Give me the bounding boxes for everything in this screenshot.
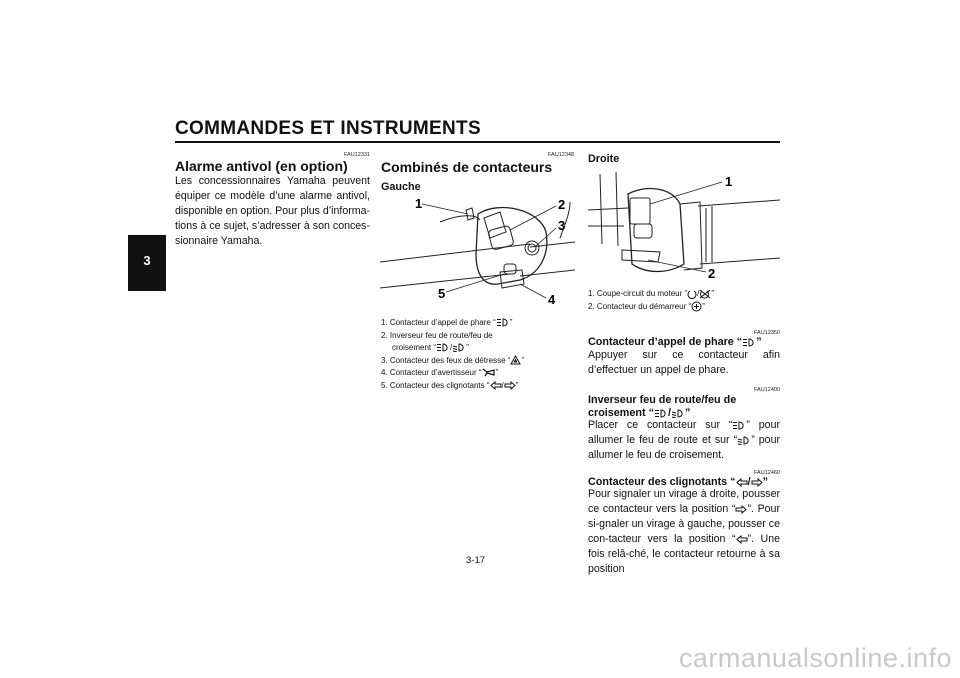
chapter-number: 3 [143, 253, 151, 268]
subtitle-right: Droite [588, 153, 620, 165]
chapter-side-tab [128, 235, 166, 291]
page-number: 3-17 [466, 555, 486, 566]
caption-4: 4. Contacteur d’avertisseur “ ” [381, 368, 499, 377]
section-code: FAU12331 [344, 152, 370, 158]
section-title-turn: Contacteur des clignotants “ / ” [588, 476, 768, 488]
headlight-low-icon [452, 343, 466, 352]
section-code: FAU12350 [754, 330, 780, 336]
callout-5: 5 [438, 286, 446, 301]
callout-4: 4 [548, 292, 556, 307]
section-title-flasher: Contacteur d’appel de phare “ ” [588, 336, 762, 348]
callout-3: 3 [558, 218, 566, 233]
section-body-flasher: Appuyer sur ce contacteur afin d’effectuer un appel de phare. [588, 349, 780, 376]
turn-right-icon [504, 381, 516, 390]
section-title-alarm: Alarme antivol (en option) [175, 158, 348, 174]
turn-right-icon [735, 505, 747, 514]
headlight-high-icon [496, 318, 510, 327]
caption-2b: croisement “ / ” [392, 343, 469, 352]
caption-r2: 2. Contacteur du démarreur “ ” [588, 301, 705, 311]
horn-icon [482, 368, 496, 377]
caption-r1: 1. Coupe-circuit du moteur “ / ” [588, 289, 715, 298]
headlight-high-icon [436, 343, 450, 352]
left-captions [381, 317, 524, 392]
headlight-high-icon [654, 409, 668, 418]
caption-5: 5. Contacteur des clignotants “ / ” [381, 380, 519, 390]
engine-stop-icon [699, 289, 711, 299]
right-captions [588, 288, 714, 313]
turn-left-icon [736, 535, 748, 544]
watermark: carmanualsonline.info [678, 643, 952, 673]
callout-2: 2 [558, 197, 566, 212]
starter-icon [691, 301, 702, 312]
callout-1: 1 [415, 196, 423, 211]
section-title-dimmer: Inverseur feu de route/feu de [588, 394, 737, 406]
section-body-alarm: Les concessionnaires Yamaha peuvent équiper ce modèle d’une alarme antivol, disponible en option. Pour plus d’informa-tions à ce sujet, s’adresser à son conces-sionnaire Yamaha. [175, 175, 370, 247]
headlight-low-icon [671, 409, 685, 418]
subtitle-left: Gauche [381, 181, 421, 193]
caption-1: 1. Contacteur d’appel de phare “ ” [381, 318, 513, 327]
turn-left-icon [490, 381, 502, 390]
turn-left-icon [736, 478, 748, 487]
callout-1: 1 [725, 174, 733, 189]
section-body-dimmer: Placer ce contacteur sur “ ” pour allumer le feu de route et sur “ ” pour allumer le feu de croisement. [588, 419, 780, 461]
right-handlebar-figure [588, 164, 780, 282]
section-code: FAU12348 [548, 152, 574, 158]
section-code: FAU12460 [754, 470, 780, 476]
section-title-switches: Combinés de contacteurs [381, 159, 553, 175]
header-rule [175, 141, 780, 143]
headlight-low-icon [737, 436, 751, 445]
turn-right-icon [751, 478, 763, 487]
section-code: FAU12400 [754, 387, 780, 393]
callout-2: 2 [708, 266, 716, 281]
headlight-high-icon [742, 338, 756, 347]
engine-run-icon [687, 289, 697, 299]
caption-2: 2. Inverseur feu de route/feu de [381, 330, 493, 340]
headlight-high-icon [732, 421, 746, 430]
page-header-title: COMMANDES ET INSTRUMENTS [175, 118, 481, 139]
hazard-triangle-icon [510, 355, 521, 365]
left-handlebar-figure [380, 192, 575, 310]
section-title-dimmer-2: croisement “ / ” [588, 407, 691, 419]
caption-3: 3. Contacteur des feux de détresse “ ” [381, 355, 525, 365]
section-body-turn: Pour signaler un virage à droite, pousser ce contacteur vers la position “ ”. Pour si-gnaler un virage à gauche, pousser ce con-tacteur vers la position “ ”. Une fois relâ-ché, le contacteur retourne à sa position [588, 488, 780, 575]
